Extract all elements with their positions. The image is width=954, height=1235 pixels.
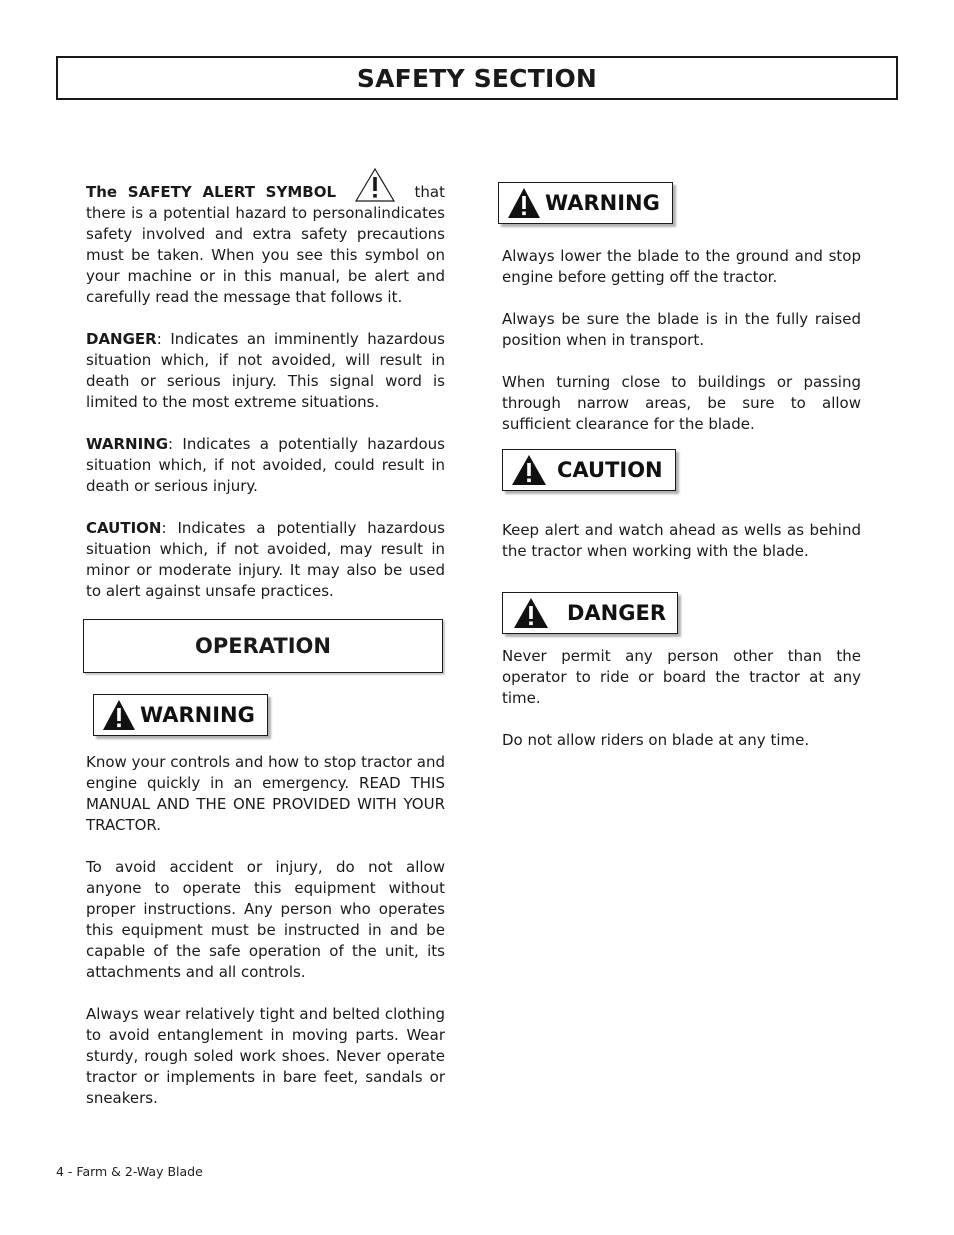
warning-sign-right [498, 182, 673, 224]
intro-after-symbol: indicates [377, 204, 445, 222]
page-title: SAFETY SECTION [356, 63, 598, 93]
section-title-box [56, 56, 898, 100]
warning-term: WARNING [86, 435, 169, 453]
operation-paragraph-3: Always wear relatively tight and belted clothing to avoid entanglement in moving parts. Wear sturdy, rough soled work shoes. Never operate tractor or implements in bare feet, sandals or sneakers. [86, 1005, 445, 1107]
caution-text [502, 520, 861, 562]
caution-term: CAUTION [86, 519, 162, 537]
page-footer: 4 - Farm & 2-Way Blade [56, 1164, 203, 1179]
left-definitions [86, 182, 445, 602]
warning-sign-right-label: WARNING [545, 191, 660, 215]
warning-sign-left-label: WARNING [140, 703, 255, 727]
caution-sign-label: CAUTION [557, 458, 663, 482]
operation-text [86, 752, 445, 1109]
caution-paragraph-1: Keep alert and watch ahead as wells as behind the tractor when working with the blade. [502, 521, 861, 560]
warning-paragraph-2: Always be sure the blade is in the fully raised position when in transport. [502, 310, 861, 349]
caution-definition [86, 518, 445, 602]
operation-paragraph-1: Know your controls and how to stop tractor and engine quickly in an emergency. READ THIS MANUAL AND THE ONE PROVIDED WITH YOUR TRACTOR. [86, 753, 445, 834]
safety-alert-symbol-term: The SAFETY ALERT SYMBOL [86, 183, 337, 201]
operation-heading: OPERATION [195, 634, 331, 658]
danger-sign [502, 592, 678, 634]
warning-triangle-icon [102, 699, 136, 731]
danger-paragraph-2: Do not allow riders on blade at any time. [502, 731, 810, 749]
warning-triangle-icon [513, 597, 549, 629]
intro-rest: that there is a potential hazard to personal safety involved and extra safety precautions must be taken. When you see this symbol on your machine or in this manual, be alert and carefully read the message that follows it. [86, 183, 445, 306]
warning-sign-left [93, 694, 268, 736]
caution-definition-text: : Indicates a potentially hazardous situation which, if not avoided, may result in minor or moderate injury. It may also be used to alert against unsafe practices. [86, 519, 445, 600]
danger-term: DANGER [86, 330, 157, 348]
warning-paragraph-3: When turning close to buildings or passing through narrow areas, be sure to allow sufficient clearance for the blade. [502, 373, 861, 433]
operation-heading-box [83, 619, 443, 673]
warning-text-right [502, 246, 861, 435]
danger-definition [86, 329, 445, 413]
warning-definition-text: : Indicates a potentially hazardous situation which, if not avoided, could result in death or serious injury. [86, 435, 445, 495]
warning-definition [86, 434, 445, 497]
danger-definition-text: : Indicates an imminently hazardous situation which, if not avoided, will result in death or serious injury. This signal word is limited to the most extreme situations. [86, 330, 445, 411]
warning-triangle-icon [511, 454, 547, 486]
caution-sign [502, 449, 676, 491]
danger-sign-label: DANGER [567, 601, 667, 625]
warning-triangle-icon [507, 187, 541, 219]
danger-text [502, 646, 861, 751]
operation-paragraph-2: To avoid accident or injury, do not allow anyone to operate this equipment without proper instructions. Any person who operates this equipment must be instructed in and be capable of the safe operation of the unit, its attachments and all controls. [86, 858, 445, 981]
intro-paragraph [86, 182, 445, 308]
safety-alert-outline-icon [354, 167, 396, 203]
warning-paragraph-1: Always lower the blade to the ground and stop engine before getting off the tractor. [502, 247, 861, 286]
danger-paragraph-1: Never permit any person other than the operator to ride or board the tractor at any time. [502, 647, 861, 707]
